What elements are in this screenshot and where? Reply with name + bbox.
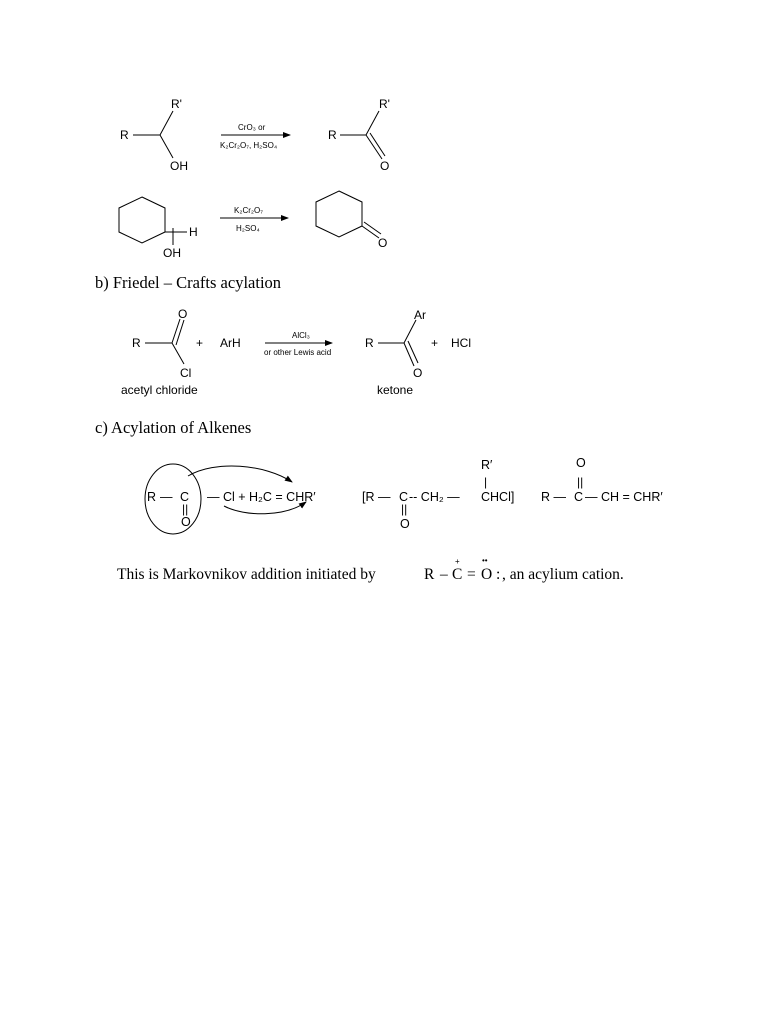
rxn2-reactant-oh: OH [163,246,181,260]
fc-arrow [264,331,332,357]
rxn1-reagent-top: CrO₃ or [238,123,266,132]
rxn2-reactant-h: H [189,225,198,239]
fc-product [365,308,426,397]
fc-reactant-cl: Cl [180,366,192,380]
fc-hcl: HCl [451,336,471,350]
caption-pre: This is Markovnikov addition initiated by [117,566,376,583]
fc-product-ar: Ar [414,308,426,322]
alkene-reactant-dbl: || [182,502,189,516]
intermediate-dbl: || [401,502,408,516]
fc-product-r: R [365,336,374,350]
intermediate-o: O [400,517,410,531]
formula-plus: + [455,557,460,566]
rxn1-product-o: O [380,159,390,173]
rxn2-product [316,191,387,250]
alkene-reactant-r: R [147,490,157,504]
fc-arh: ArH [220,336,241,350]
fc-product-label: ketone [377,383,414,397]
product-o: O [576,456,586,470]
rxn1-reactant [120,97,188,173]
alkene-reactant-o: O [181,515,191,529]
alkene-reactant-dash: — [160,490,173,504]
rxn1-reactant-rprime: R' [171,97,182,111]
heading-friedel-crafts: b) Friedel – Crafts acylation [95,273,282,292]
product-c: C [574,490,584,504]
product-dbl: || [577,475,584,489]
formula-dots: •• [482,556,488,565]
rxn1-arrow [220,123,290,150]
intermediate-chain: -- CH₂ — [409,490,460,504]
rxn1-product-rprime: R' [379,97,390,111]
rxn1-product-r: R [328,128,337,142]
fc-plus-2: + [431,336,439,350]
rxn2-reagent-bottom: H₂SO₄ [236,224,260,233]
formula-o: O [481,566,493,583]
intermediate-rprime: R′ [481,458,493,472]
product-right: — CH = CHR′ [585,490,663,504]
heading-acylation-alkenes: c) Acylation of Alkenes [95,418,252,437]
acylium-formula [117,556,624,583]
intermediate-open: [R — [362,490,391,504]
rxn2-arrow [220,206,288,233]
intermediate-chcl: CHCl] [481,490,515,504]
rxn1-product [328,97,390,173]
fc-reactant [121,307,198,397]
rxn2-reactant [119,197,198,260]
caption-post: , an acylium cation. [502,566,624,583]
rxn1-reactant-oh: OH [170,159,188,173]
formula-eq: = [467,566,476,583]
fc-reagent-bottom: or other Lewis acid [264,348,332,357]
formula-r: R [424,566,435,583]
intermediate-bar: | [484,475,488,489]
rxn2-product-o: O [378,236,388,250]
rxn1-reagent-bottom: K₂Cr₂O₇, H₂SO₄ [220,141,278,150]
alkene-product [541,456,663,504]
rxn1-reactant-r: R [120,128,129,142]
rxn2-reagent-top: K₂Cr₂O₇ [234,206,263,215]
fc-reagent-top: AlCl₃ [292,331,310,340]
alkene-reactant-rest: — Cl + H₂C = CHR′ [207,490,316,504]
fc-reactant-label: acetyl chloride [121,383,198,397]
fc-reactant-r: R [132,336,141,350]
alkene-intermediate [362,458,514,531]
intermediate-c: C [399,490,409,504]
fc-reactant-o: O [178,307,188,321]
alkene-reactant [145,464,316,534]
fc-plus-1: + [196,336,204,350]
formula-c: C [452,566,463,583]
alkene-reactant-c: C [180,490,190,504]
fc-product-o: O [413,366,423,380]
formula-colon: : [496,566,501,583]
product-left: R — [541,490,566,504]
formula-dash: – [440,566,448,583]
